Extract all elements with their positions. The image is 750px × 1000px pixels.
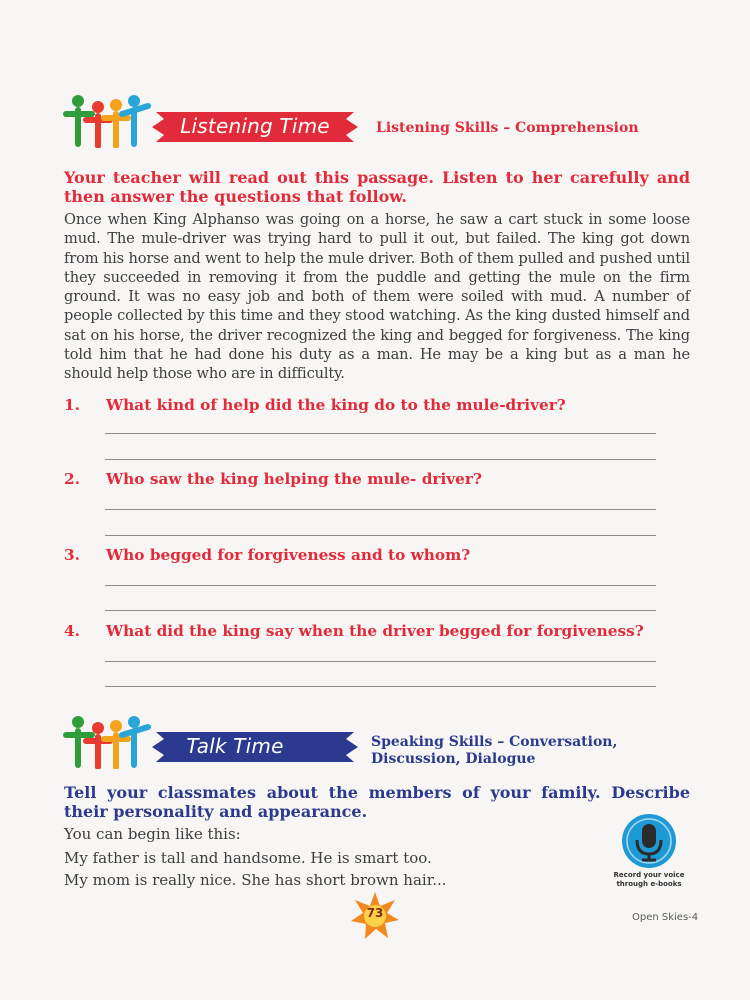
record-caption-line2: through e-books bbox=[616, 880, 682, 888]
children-group-icon bbox=[62, 92, 152, 148]
listening-banner-title: Listening Time bbox=[180, 114, 330, 138]
listening-skills-label: Listening Skills – Comprehension bbox=[376, 120, 639, 136]
question-text: Who saw the king helping the mule- driver? bbox=[106, 470, 482, 488]
talk-banner-title: Talk Time bbox=[186, 734, 284, 758]
talk-example-line: My mom is really nice. She has short brown hair... bbox=[64, 871, 447, 889]
talk-skills-label-line1: Speaking Skills – Conversation, bbox=[371, 734, 618, 750]
question-number: 2. bbox=[64, 470, 80, 488]
answer-line[interactable] bbox=[105, 585, 656, 586]
talk-instruction: Tell your classmates about the members of your family. Describe their personality and appearance. bbox=[64, 783, 690, 821]
question-text: What did the king say when the driver begged for forgiveness? bbox=[106, 622, 644, 640]
answer-line[interactable] bbox=[105, 509, 656, 510]
answer-line[interactable] bbox=[105, 433, 656, 434]
talk-example-line: My father is tall and handsome. He is smart too. bbox=[64, 849, 432, 867]
question-text: Who begged for forgiveness and to whom? bbox=[106, 546, 471, 564]
question-number: 1. bbox=[64, 396, 80, 414]
question-number: 3. bbox=[64, 546, 80, 564]
answer-line[interactable] bbox=[105, 459, 656, 460]
record-caption-line1: Record your voice bbox=[613, 871, 685, 879]
answer-line[interactable] bbox=[105, 661, 656, 662]
answer-line[interactable] bbox=[105, 535, 656, 536]
children-group-icon bbox=[62, 713, 152, 769]
answer-line[interactable] bbox=[105, 610, 656, 611]
listening-instruction: Your teacher will read out this passage. Listen to her carefully and then answer the questions that follow. bbox=[64, 168, 690, 206]
microphone-icon[interactable] bbox=[620, 812, 678, 870]
answer-line[interactable] bbox=[105, 686, 656, 687]
talk-skills-label-line2: Discussion, Dialogue bbox=[371, 751, 536, 767]
question-number: 4. bbox=[64, 622, 80, 640]
talk-example-line: You can begin like this: bbox=[64, 825, 241, 843]
book-title: Open Skies-4 bbox=[632, 912, 699, 923]
listening-passage: Once when King Alphanso was going on a horse, he saw a cart stuck in some loose mud. The mule-driver was trying hard to pull it out, but failed. The king got down from his horse and went to help the mule driver. Both of them pulled and pushed until they succeeded in removing it from the puddle and getting the mule on the firm ground. It was no easy job and both of them were soiled with mud. A number of people collected by this time and they stood watching. As the king dusted himself and sat on his horse, the driver recognized the king and begged for forgiveness. The king told him that he had done his duty as a man. He may be a king but as a man he should help those who are in difficulty. bbox=[64, 211, 690, 383]
question-text: What kind of help did the king do to the mule-driver? bbox=[106, 396, 566, 414]
page-number: 73 bbox=[366, 906, 384, 920]
